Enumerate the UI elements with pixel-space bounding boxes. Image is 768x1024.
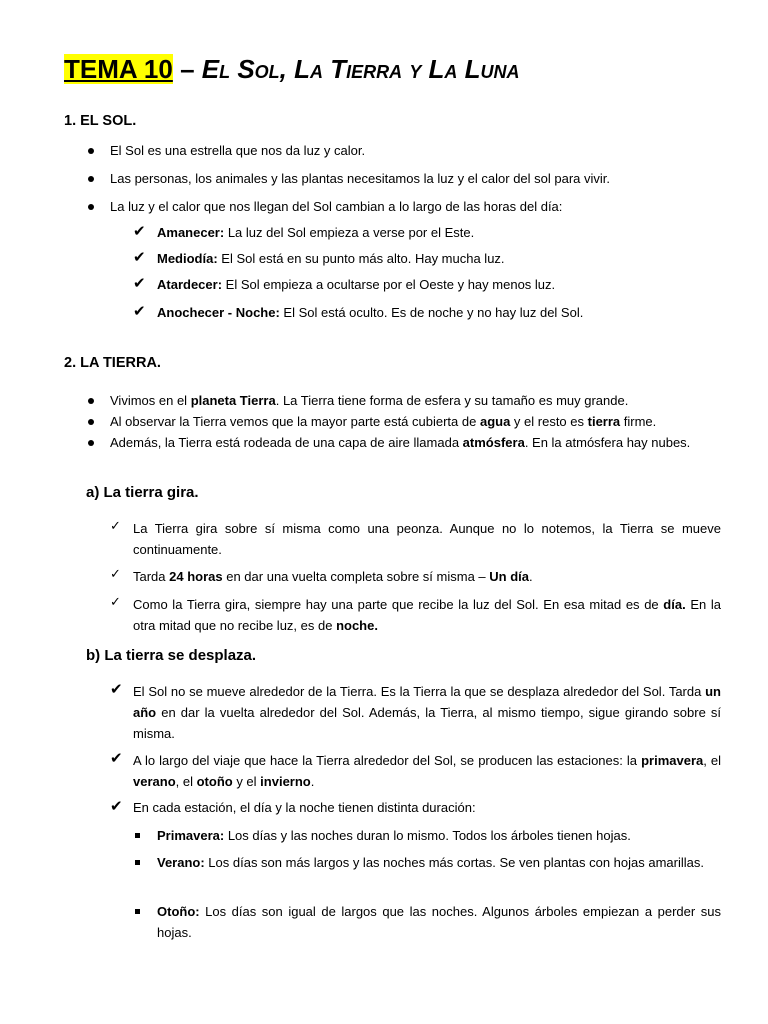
square-bullet-icon: [135, 833, 140, 838]
square-bullet-icon: [135, 860, 140, 865]
list-item: Las personas, los animales y las plantas necesitamos la luz y el calor del sol para vivir.: [110, 171, 611, 186]
title-dash: –: [172, 54, 202, 84]
list-item: En cada estación, el día y la noche tienen distinta duración:: [133, 800, 476, 815]
bullet-icon: [88, 148, 94, 154]
subsection-heading-desplaza: b) La tierra se desplaza.: [86, 647, 257, 664]
section-heading-tierra: 2. LA TIERRA.: [64, 355, 161, 371]
list-item: El Sol no se mueve alrededor de la Tierra. Es la Tierra la que se desplaza alrededor del Sol. Tarda un año en dar la vuelta alrededor del Sol. Además, la Tierra, al mismo tiempo, sigue girando sobre sí misma.: [133, 684, 721, 741]
list-item: Primavera: Los días y las noches duran lo mismo. Todos los árboles tienen hojas.: [157, 828, 631, 843]
check-icon: ✔: [110, 798, 123, 815]
bullet-icon: [88, 440, 94, 446]
title-text: El Sol, La Tierra y La Luna: [201, 54, 520, 84]
list-item: Además, la Tierra está rodeada de una capa de aire llamada atmósfera. En la atmósfera hay nubes.: [110, 435, 691, 450]
check-icon: ✔: [133, 223, 146, 240]
check-icon: ✔: [133, 303, 146, 320]
section-heading-sol: 1. EL SOL.: [64, 113, 137, 129]
check-icon: ✔: [133, 275, 146, 292]
list-item: Al observar la Tierra vemos que la mayor parte está cubierta de agua y el resto es tierra firme.: [110, 414, 657, 429]
check-icon: ✓: [110, 594, 121, 609]
list-item: Otoño: Los días son igual de largos que las noches. Algunos árboles empiezan a perder sus hojas.: [157, 904, 721, 940]
check-icon: ✓: [110, 518, 121, 533]
check-icon: ✓: [110, 566, 121, 581]
check-icon: ✔: [110, 681, 123, 698]
bullet-icon: [88, 204, 94, 210]
list-item: Tarda 24 horas en dar una vuelta completa sobre sí misma – Un día.: [133, 569, 533, 584]
check-icon: ✔: [133, 249, 146, 266]
list-item: Vivimos en el planeta Tierra. La Tierra tiene forma de esfera y su tamaño es muy grande.: [110, 393, 629, 408]
title-label: TEMA 10: [64, 54, 173, 84]
list-item: A lo largo del viaje que hace la Tierra alrededor del Sol, se producen las estaciones: la primavera, el verano, el otoño y el invierno.: [133, 753, 722, 789]
bullet-icon: [88, 398, 94, 404]
check-icon: ✔: [110, 750, 123, 767]
bullet-icon: [88, 176, 94, 182]
list-item: Como la Tierra gira, siempre hay una parte que recibe la luz del Sol. En esa mitad es de día. En la otra mitad que no recibe luz, es de noche.: [133, 597, 721, 633]
list-item: La Tierra gira sobre sí misma como una peonza. Aunque no lo notemos, la Tierra se mueve continuamente.: [133, 521, 721, 557]
list-item: El Sol es una estrella que nos da luz y calor.: [110, 143, 366, 158]
square-bullet-icon: [135, 909, 140, 914]
list-item: Amanecer: La luz del Sol empieza a verse por el Este.: [157, 225, 475, 240]
list-item: Anochecer - Noche: El Sol está oculto. Es de noche y no hay luz del Sol.: [157, 305, 584, 320]
subsection-heading-gira: a) La tierra gira.: [86, 484, 199, 501]
list-item: Mediodía: El Sol está en su punto más alto. Hay mucha luz.: [157, 251, 505, 266]
bullet-icon: [88, 419, 94, 425]
list-item: Atardecer: El Sol empieza a ocultarse por el Oeste y hay menos luz.: [157, 277, 556, 292]
page-title: [64, 54, 520, 85]
list-item: La luz y el calor que nos llegan del Sol cambian a lo largo de las horas del día:: [110, 199, 563, 214]
list-item: Verano: Los días son más largos y las noches más cortas. Se ven plantas con hojas amarillas.: [157, 855, 704, 870]
